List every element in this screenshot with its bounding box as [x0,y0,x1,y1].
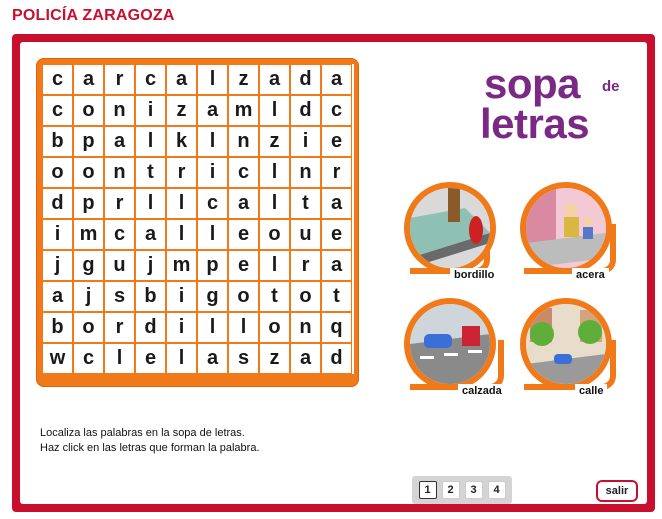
letter-cell[interactable]: i [197,157,228,188]
letter-cell[interactable]: r [104,64,135,95]
exit-button[interactable]: salir [596,480,638,502]
letter-cell[interactable]: b [135,281,166,312]
page-3-button[interactable]: 3 [465,481,483,499]
letter-cell[interactable]: i [166,312,197,343]
logo-word-sopa: sopa [484,60,581,107]
letter-cell[interactable]: l [197,219,228,250]
letter-cell[interactable]: l [104,343,135,374]
letter-cell[interactable]: r [321,157,352,188]
letter-cell[interactable]: l [197,312,228,343]
letter-cell[interactable]: o [228,281,259,312]
letter-cell[interactable]: d [290,95,321,126]
letter-cell[interactable]: j [42,250,73,281]
letter-cell[interactable]: l [166,188,197,219]
letter-cell[interactable]: l [228,312,259,343]
acera-picture [520,182,612,274]
logo-word-letras: letras [480,100,590,147]
letter-cell[interactable]: b [42,126,73,157]
letter-cell[interactable]: d [42,188,73,219]
letter-cell[interactable]: c [197,188,228,219]
instruction-line-1: Localiza las palabras en la sopa de letras. [40,427,245,439]
letter-cell[interactable]: i [42,219,73,250]
word-search-board [36,58,359,387]
letter-cell[interactable]: a [228,188,259,219]
letter-cell[interactable]: l [166,343,197,374]
letter-cell[interactable]: a [290,343,321,374]
letter-cell[interactable]: d [290,64,321,95]
logo-word-de: de [602,78,620,95]
letter-cell[interactable]: a [321,188,352,219]
letter-cell[interactable]: i [135,95,166,126]
letter-cell[interactable]: e [321,219,352,250]
letter-cell[interactable]: o [73,157,104,188]
letter-cell[interactable]: s [228,343,259,374]
letter-cell[interactable]: k [166,126,197,157]
letter-cell[interactable]: o [42,157,73,188]
letter-cell[interactable]: l [259,188,290,219]
letter-cell[interactable]: n [228,126,259,157]
letter-cell[interactable]: z [166,95,197,126]
letter-cell[interactable]: n [290,157,321,188]
letter-cell[interactable]: j [135,250,166,281]
content-frame [12,34,655,512]
letter-cell[interactable]: t [321,281,352,312]
letter-cell[interactable]: l [259,250,290,281]
picture-label-acera: acera [572,268,609,282]
picture-label-calle: calle [575,384,607,398]
page-1-button[interactable]: 1 [419,481,437,499]
letter-cell[interactable]: r [290,250,321,281]
sidewalk-illustration-icon [526,188,606,268]
letter-cell[interactable]: u [290,219,321,250]
calzada-picture [404,298,496,390]
letter-cell[interactable]: g [73,250,104,281]
letter-cell[interactable]: w [42,343,73,374]
letter-cell[interactable]: n [290,312,321,343]
letter-cell[interactable]: c [321,95,352,126]
letter-cell[interactable]: e [135,343,166,374]
letter-cell[interactable]: l [197,126,228,157]
letter-cell[interactable]: r [166,157,197,188]
page-4-button[interactable]: 4 [488,481,506,499]
letter-cell[interactable]: p [73,126,104,157]
letter-cell[interactable]: e [321,126,352,157]
letter-cell[interactable]: a [104,126,135,157]
letter-cell[interactable]: l [259,157,290,188]
letter-cell[interactable]: d [321,343,352,374]
letter-cell[interactable]: z [259,343,290,374]
letter-cell[interactable]: l [259,95,290,126]
letter-cell[interactable]: b [42,312,73,343]
instructions [40,426,260,456]
letter-cell[interactable]: m [166,250,197,281]
content-panel [20,42,647,504]
letter-cell[interactable]: d [135,312,166,343]
letter-cell[interactable]: q [321,312,352,343]
letter-cell[interactable]: a [166,64,197,95]
letter-cell[interactable]: s [104,281,135,312]
letter-cell[interactable]: l [197,64,228,95]
letter-cell[interactable]: i [166,281,197,312]
letter-cell[interactable]: i [290,126,321,157]
letter-cell[interactable]: m [228,95,259,126]
street-illustration-icon [526,304,606,384]
letter-cell[interactable]: z [259,126,290,157]
letter-cell[interactable]: p [197,250,228,281]
letter-cell[interactable]: c [42,95,73,126]
letter-cell[interactable]: u [104,250,135,281]
calle-picture [520,298,612,390]
letter-cell[interactable]: o [290,281,321,312]
letter-cell[interactable]: l [166,219,197,250]
letter-cell[interactable]: a [321,64,352,95]
letter-cell[interactable]: p [73,188,104,219]
letter-cell[interactable]: c [135,64,166,95]
letter-cell[interactable]: r [104,188,135,219]
letter-cell[interactable]: c [104,219,135,250]
letter-cell[interactable]: a [197,95,228,126]
letter-cell[interactable]: c [228,157,259,188]
page-selector [412,476,512,504]
letter-cell[interactable]: e [228,250,259,281]
letter-cell[interactable]: n [104,157,135,188]
letter-cell[interactable]: o [259,219,290,250]
letter-cell[interactable]: j [73,281,104,312]
letter-cell[interactable]: g [197,281,228,312]
letter-cell[interactable]: c [73,343,104,374]
letter-cell[interactable]: t [259,281,290,312]
picture-label-calzada: calzada [458,384,506,398]
picture-label-bordillo: bordillo [450,268,498,282]
letter-cell[interactable]: e [228,219,259,250]
letter-cell[interactable]: c [42,64,73,95]
letter-cell[interactable]: n [104,95,135,126]
roadway-illustration-icon [410,304,490,384]
bordillo-picture [404,182,496,274]
letter-cell[interactable]: t [135,157,166,188]
letter-cell[interactable]: l [135,188,166,219]
letter-cell[interactable]: a [259,64,290,95]
letter-cell[interactable]: a [197,343,228,374]
letter-cell[interactable]: a [73,64,104,95]
game-logo [480,62,620,152]
page-2-button[interactable]: 2 [442,481,460,499]
letter-cell[interactable]: t [290,188,321,219]
letter-cell[interactable]: z [228,64,259,95]
letter-cell[interactable]: a [42,281,73,312]
word-search-grid [42,64,354,374]
letter-cell[interactable]: o [73,312,104,343]
app-title: POLICÍA ZARAGOZA [12,7,175,24]
instruction-line-2: Haz click en las letras que forman la palabra. [40,442,260,454]
letter-cell[interactable]: m [73,219,104,250]
letter-cell[interactable]: a [321,250,352,281]
letter-cell[interactable]: r [104,312,135,343]
letter-cell[interactable]: a [135,219,166,250]
curb-illustration-icon [410,188,490,268]
letter-cell[interactable]: o [73,95,104,126]
letter-cell[interactable]: l [135,126,166,157]
letter-cell[interactable]: o [259,312,290,343]
